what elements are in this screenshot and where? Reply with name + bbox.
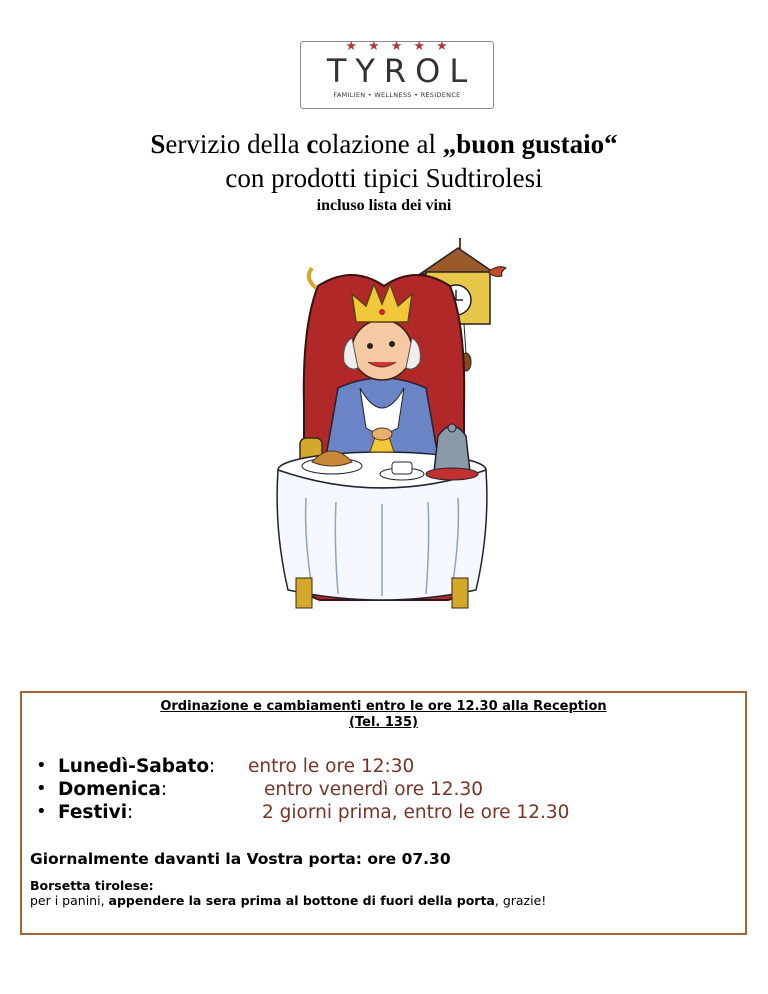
borsetta-title: Borsetta tirolese: xyxy=(30,878,154,893)
headline-line1: Servizio della colazione al „buon gustaio“ xyxy=(150,129,618,159)
bullet-icon: • xyxy=(36,801,47,822)
logo-brand: TYROL xyxy=(326,52,477,90)
logo-stars: ★★★★★ xyxy=(345,39,459,54)
order-notice: Ordinazione e cambiamenti entro le ore 12.30 alla Reception (Tel. 135) xyxy=(160,699,607,730)
bullet-icon: • xyxy=(36,778,47,799)
king-breakfast-illustration xyxy=(256,238,508,628)
info-box: Ordinazione e cambiamenti entro le ore 12.30 alla Reception (Tel. 135) • Lunedì-Sabato: entro le ore 12:30 • Domenica: entro venerdì ore 12.30 • Festivi: 2 giorni prima, entro le ore 12.30 Giornalmente davanti la Vostra porta: ore 07.30 Borsetta tirolese: per i panini, appendere la sera prima al bottone di fuori della porta, grazie! xyxy=(20,691,747,935)
borsetta-text: per i panini, appendere la sera prima al bottone di fuori della porta, grazie! xyxy=(30,893,547,908)
headline-line2: con prodotti tipici Sudtirolesi xyxy=(225,163,543,193)
headline-line3: incluso lista dei vini xyxy=(316,197,452,214)
daily-delivery: Giornalmente davanti la Vostra porta: ore 07.30 xyxy=(30,850,451,868)
hotel-logo xyxy=(300,41,494,109)
bullet-icon: • xyxy=(36,755,47,776)
logo-subtitle: FAMILIEN • WELLNESS • RESIDENCE xyxy=(333,91,461,99)
